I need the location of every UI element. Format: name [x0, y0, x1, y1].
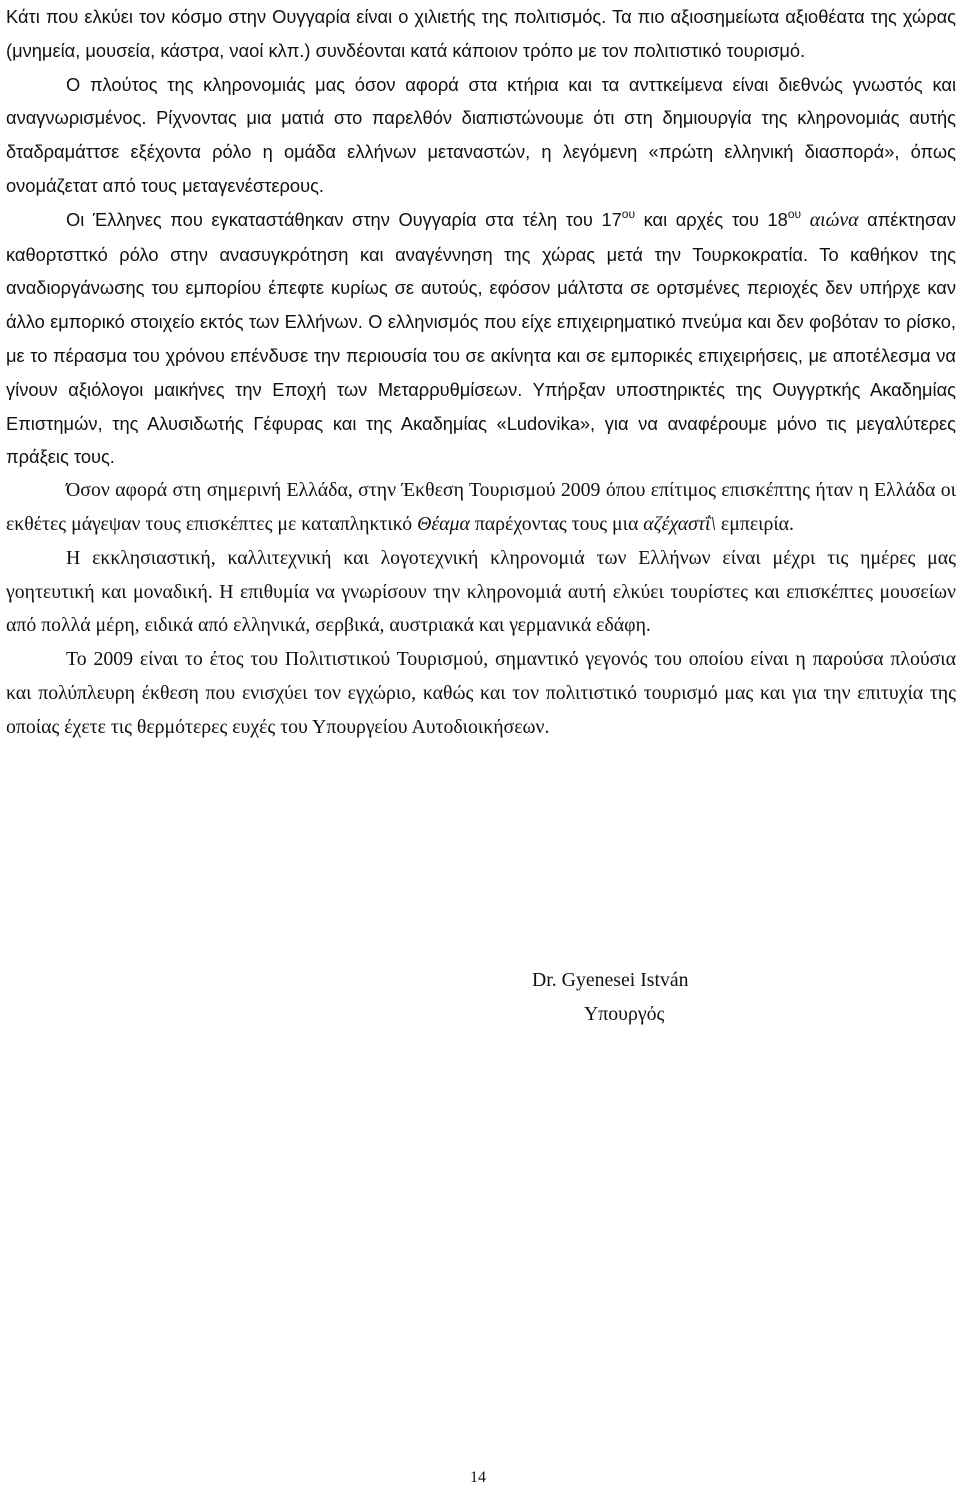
paragraph-today-greece — [6, 474, 956, 542]
paragraph-cultural-text: Το 2009 είναι το έτος του Πολιτιστικού Τουρισμού, σημαντικό γεγονός του οποίου είναι η παρούσα πλούσια και πολύπλευρη έκθεση που ενισχύει τον εγχώριο, καθώς και τον πολιτιστικό τουρισμό μας και για την επιτυχία της οποίας έχετε τις θερμότερες ευχές του Υπουργείου Αυτοδιοικήσεων. — [6, 648, 956, 738]
italic-azexasti: αζέχαστΐ\ — [643, 512, 716, 535]
paragraph-greeks-text-c — [801, 209, 810, 230]
paragraph-church-heritage — [6, 542, 956, 643]
page-number: 14 — [470, 1469, 486, 1486]
paragraph-church-text: Η εκκλησιαστική, καλλιτεχνική και λογοτεχνική κληρονομιά των Ελλήνων είναι μέχρι τις ημέρες μας γοητευτική και μοναδική. Η επιθυμία να γνωρίσουν την κληρονομιά αυτή ελκύει τουρίστες και επισκέπτες μουσείων από πολλά μέρη, ειδικά από ελληνικά, σερβικά, αυστριακά και γερμανικά εδάφη. — [6, 546, 956, 637]
paragraph-greeks-text-a: Οι Έλληνες που εγκαταστάθηκαν στην Ουγγαρία στα τέλη του 17 — [66, 208, 622, 230]
superscript-ou-2: ου — [787, 206, 802, 221]
paragraph-today-text-c: εμπειρία. — [715, 512, 794, 535]
paragraph-greeks-in-hungary — [6, 203, 956, 474]
paragraph-intro-text: Κάτι που ελκύει τον κόσμο στην Ουγγαρία είναι ο χιλιετής της πολιτισμός. Τα πιο αξιοσημείωτα αξιοθέατα της χώρας (μνημεία, μουσεία, κάστρα, ναοί κλπ.) συνδέονται κατά κάποιον τρόπο με τον πολιτιστικό τουρισμό. — [6, 6, 956, 61]
paragraph-today-text-b: παρέχοντας τους μια — [469, 512, 644, 535]
signature-name: Dr. Gyenesei István — [532, 969, 689, 991]
paragraph-heritage-text: Ο πλούτος της κληρονομιάς μας όσον αφορά στα κτήρια και τα ανττκείμενα είναι διεθνώς γνωστός και αναγνωρισμένος. Ρίχνοντας μια ματιά στο παρελθόν διαπιστώνουμε ότι στη δημιουργία της κληρονομιάς αυτής δταδραμάττσε εξέχοντα ρόλο η ομάδα ελλήνων μεταναστών, η λεγόμενη «πρώτη ελληνική διασπορά», όπως ονομάζετατ από τους μεταγενέστερους. — [6, 73, 956, 196]
italic-aiona: αιώνα — [809, 208, 859, 231]
body-text — [6, 0, 956, 745]
paragraph-cultural-tourism — [6, 643, 956, 744]
paragraph-greeks-text-b: και αρχές του 18 — [635, 208, 788, 230]
paragraph-today-text-a: Όσον αφορά στη σημερινή Ελλάδα, στην Έκθεση Τουρισμού 2009 όπου επίτιμος επισκέπτης ήταν η Ελλάδα οι εκθέτες μάγεψαν τους επισκέπτες με καταπληκτικό — [6, 479, 956, 535]
paragraph-greeks-text-d: απέκτησαν καθορτσττκό ρόλο στην ανασυγκρότηση και αναγέννηση της χώρας μετά την Τουρκοκρατία. Το καθήκον της αναδιοργάνωσης του εμπορίου έπεφτε κυρίως σε αυτούς, εφόσον μάλτστα σε ορτσμένες περιοχές δεν υπήρχε καν άλλο εμπορικό στοιχείο εκτός των Ελλήνων. Ο ελληνισμός που είχε επιχειρηματικό πνεύμα και δεν φοβόταν το ρίσκο, με το πέρασμα του χρόνου επένδυσε την περιουσία του σε ακίνητα και σε εμπορικές επιχειρήσεις, με αποτέλεσμα να γίνουν αξιόλογοι μαικήνες την Εποχή των Μεταρρυθμίσεων. Υπήρξαν υποστηρικτές της Ουγγρτκής Ακαδημίας Επιστημών, της Αλυσιδωτής Γέφυρας και της Ακαδημίας «Ludovika», για να αναφέρουμε μόνο τις μεγαλύτερες πράξεις τους. — [6, 208, 956, 468]
paragraph-intro — [6, 0, 956, 68]
paragraph-heritage — [6, 68, 956, 203]
italic-theama: Θέαμα — [417, 512, 470, 535]
superscript-ou-1: ου — [621, 206, 636, 221]
signature-role: Υπουργός — [584, 1003, 665, 1025]
